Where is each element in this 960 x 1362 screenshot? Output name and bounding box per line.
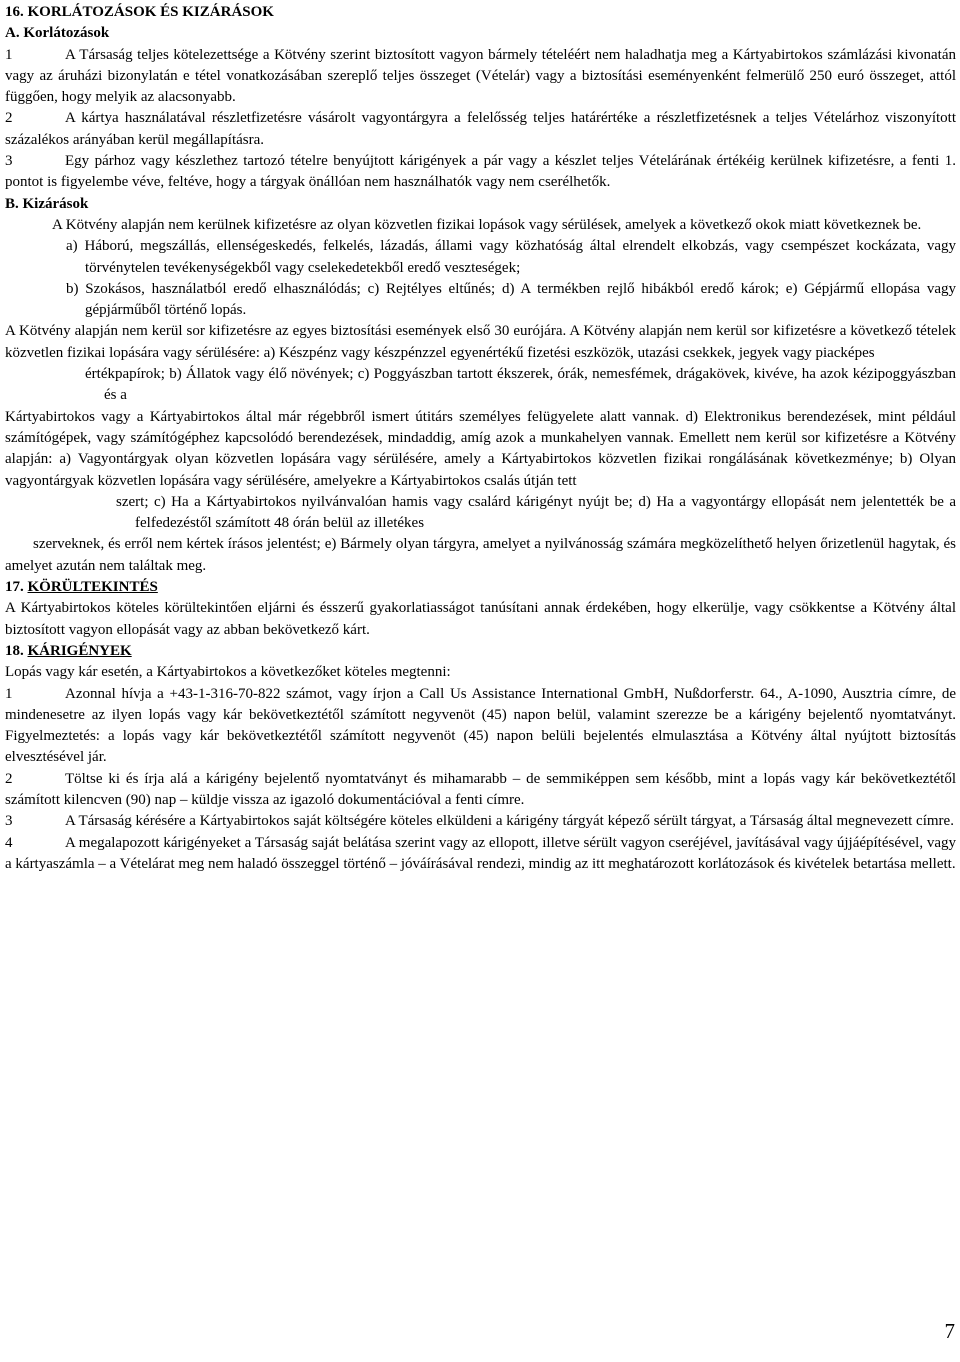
claims-item-2-text: Töltse ki és írja alá a kárigény bejelentő nyomtatványt és mihamarabb – de semmiképpen sem később, mint a lopás vagy kár bekövetkeztétől számított kilencven (90) nap – küldje vissza az igazoló dokumentációval a fenti címre.	[5, 770, 956, 808]
subsection-b-title: B. Kizárások	[5, 195, 89, 212]
claims-item-1-text: Azonnal hívja a +43-1-316-70-822 számot, vagy írjon a Call Us Assistance International GmbH, Nußdorferstr. 64., A-1090, Ausztria címre, de mindenesetre az ilyen lopás vagy kár bekövetkeztétől számított negyvenöt (45) napon belül, valamint szerezze be a kárigény bejelentő nyomtatványt. Figyelmeztetés: a lopás vagy kár bekövetkeztétől számított negyvenöt (45) napon belüli bejelentés elmulasztása a Kötvény által nyújtott biztosítás elvesztésével jár.	[5, 685, 956, 766]
page-number: 7	[944, 1318, 955, 1343]
section-17-number: 17.	[5, 579, 28, 596]
exclusions-paragraph: A Kötvény alapján nem kerül sor kifizetésre az egyes biztosítási események első 30 eurójára. A Kötvény alapján nem kerül sor kifizetésre a következő tételek közvetlen fizikai lopására vagy sérülésére: a) Készpénz vagy készpénzzel egyenértékű fizetési eszközök, utazási csekkek, jegyek vagy piacképes	[5, 323, 956, 361]
claims-item-4-number: 4	[5, 834, 13, 851]
section-17-body: A Kártyabirtokos köteles körültekintően eljárni és ésszerű gyakorlatiasságot tanúsítani annak érdekében, hogy elkerülje, vagy csökkentse a Kötvény által biztosított vagyon ellopását vagy az abban bekövetkező kárt.	[5, 600, 956, 638]
paragraph-2-text: A kártya használatával részletfizetésre vásárolt vagyontárgyra a felelősség teljes határértéke a részletfizetésnek a teljes Vételárhoz viszonyított százalékos arányában kerül megállapításra.	[5, 110, 956, 148]
section-18-number: 18.	[5, 642, 28, 659]
paragraph-3	[5, 151, 956, 194]
claims-item-3-text: A Társaság kérésére a Kártyabirtokos saját költségére köteles elküldeni a kárigény tárgyát képező sérült tárgyat, a Társaság által megnevezett címre.	[65, 813, 954, 830]
paragraph-1	[5, 45, 956, 109]
paragraph-1-number: 1	[5, 46, 13, 63]
exclusions-paragraph-cont-4: szerveknek, és erről nem kértek írásos jelentést; e) Bármely olyan tárgyra, amelyet a nyilvánosság számára megközelíthető helyen őrizetlenül hagytak, és amelyet azután nem találtak meg.	[5, 536, 956, 574]
claims-item-1-number: 1	[5, 685, 13, 702]
paragraph-2	[5, 108, 956, 151]
subsection-a-title: A. Korlátozások	[5, 25, 110, 42]
claims-item-2	[5, 769, 956, 812]
section-16-title: 16. KORLÁTOZÁSOK ÉS KIZÁRÁSOK	[5, 4, 274, 20]
paragraph-2-number: 2	[5, 110, 13, 127]
section-18-heading: KÁRIGÉNYEK	[27, 642, 132, 659]
section-18-title	[5, 641, 956, 662]
exclusions-paragraph-cont-1: értékpapírok; b) Állatok vagy élő növények; c) Poggyászban tartott ékszerek, órák, nemesfémek, drágakövek, kivéve, ha azok kézipoggyászban és a	[85, 366, 956, 404]
paragraph-3-number: 3	[5, 153, 13, 170]
claims-item-3-number: 3	[5, 813, 13, 830]
exclusions-paragraph-cont-2: Kártyabirtokos vagy a Kártyabirtokos által már régebbről ismert útitárs személyes felügyelete alatt vannak. d) Elektronikus berendezések, mint például számítógépek, vagy számítógéphez kapcsolódó berendezések, mindaddig, amíg azok a munkahelyen vannak. Emellett nem kerül sor kifizetésre a Kötvény alapján: a) Vagyontárgyak olyan közvetlen lopására vagy sérülésére, amely a Kártyabirtokos közvetlen fizikai rongálásának következménye; b) Olyan vagyontárgyak közvetlen lopására vagy sérülésére, amelyekre a Kártyabirtokos csalás útján tett	[5, 408, 956, 489]
paragraph-1-text: A Társaság teljes kötelezettsége a Kötvény szerint biztosított vagyon bármely tételéért nem haladhatja meg a Kártyabirtokos számlázási kivonatán vagy az áruházi bizonylatán e tétel vonatkozásában szereplő teljes összeget (Vételár) vagy a biztosítási eseményenként felmerülő 250 euró összeget, attól függően, hogy melyik az alacsonyabb.	[5, 46, 956, 106]
exclusion-item-a: a) Háború, megszállás, ellenségeskedés, felkelés, lázadás, állami vagy közhatóság által elrendelt elkobzás, vagy csempészet kockázata, vagy törvénytelen tevékenységekből vagy cselekedetekből eredő veszteségek;	[66, 238, 956, 276]
claims-item-4	[5, 833, 956, 876]
paragraph-3-text: Egy párhoz vagy készlethez tartozó tételre benyújtott kárigények a pár vagy a készlet teljes Vételárának értékéig kerülnek kifizetésre, a fenti 1. pontot is figyelembe véve, feltéve, hogy a tárgyak önállóan nem használhatók vagy nem cserélhetők.	[5, 153, 956, 191]
section-17-heading: KÖRÜLTEKINTÉS	[27, 579, 158, 596]
exclusions-intro: A Kötvény alapján nem kerülnek kifizetésre az olyan közvetlen fizikai lopások vagy sérülések, amelyek a következő okok miatt következnek be.	[52, 216, 922, 233]
exclusion-item-b: b) Szokásos, használatból eredő elhasználódás; c) Rejtélyes eltűnés; d) A termékben rejlő hibákból eredő károk; e) Gépjármű ellopása vagy gépjárműből történő lopás.	[66, 280, 956, 319]
claims-item-3	[5, 811, 956, 832]
claims-item-1	[5, 684, 956, 769]
document-body	[5, 2, 956, 875]
claims-item-4-text: A megalapozott kárigényeket a Társaság saját belátása szerint vagy az ellopott, illetve sérült vagyon cseréjével, javításával vagy újjáépítésével, vagy a kártyaszámla – a Vételárat meg nem haladó összeggel történő – jóváírásával rendezi, mindig az itt meghatározott korlátozások és kivételek betartása mellett.	[5, 834, 956, 872]
exclusions-paragraph-cont-3: szert; c) Ha a Kártyabirtokos nyilvánvalóan hamis vagy csalárd kárigényt nyújt be; d) Ha a vagyontárgy ellopását nem jelentették be a felfedezéstől számított 48 órán belül az illetékes	[116, 493, 956, 532]
section-18-intro: Lopás vagy kár esetén, a Kártyabirtokos a következőket köteles megtenni:	[5, 664, 451, 681]
claims-item-2-number: 2	[5, 770, 13, 787]
section-17-title	[5, 577, 956, 598]
